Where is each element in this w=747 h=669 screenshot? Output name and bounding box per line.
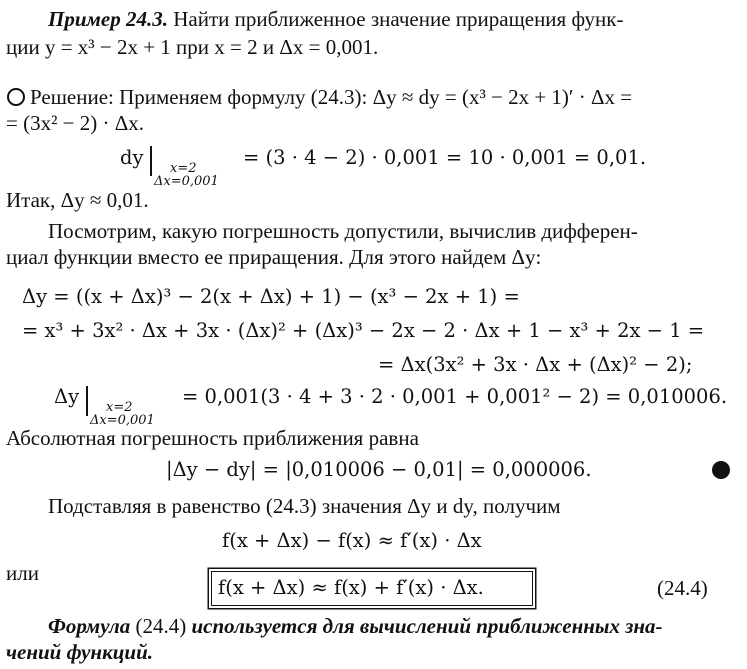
- dy-symbol: dy: [120, 146, 144, 169]
- evaluation-bar: [150, 146, 152, 176]
- solution-line-1: Решение: Применяем формулу (24.3): Δy ≈ dy = (x³ − 2x + 1)′ · Δx =: [30, 85, 633, 109]
- closing-line-2: чений функций.: [6, 640, 154, 664]
- substitution-intro: Подставляя в равенство (24.3) значения Δy и dy, получим: [48, 494, 561, 518]
- dy-evaluation: = (3 · 4 − 2) · 0,001 = 10 · 0,001 = 0,01.: [243, 146, 647, 169]
- delta-y-symbol: Δy: [54, 385, 80, 408]
- increment-formula: f(x + Δx) − f(x) ≈ f′(x) · Δx: [222, 529, 482, 552]
- dy-subscript-x: x=2: [170, 161, 197, 176]
- example-line-2: ции y = x³ − 2x + 1 при x = 2 и Δx = 0,001.: [6, 35, 379, 59]
- equation-number: (24.4): [657, 576, 708, 600]
- closing-line-1: [48, 613, 663, 639]
- paragraph-line-2: циал функции вместо ее приращения. Для этого найдем Δy:: [6, 245, 542, 269]
- evaluation-bar-2: [86, 386, 88, 416]
- delta-y-subscript-x: x=2: [106, 400, 133, 415]
- solution-start-circle-icon: [7, 88, 25, 106]
- example-label: Пример 24.3.: [48, 7, 168, 31]
- or-word: или: [6, 561, 39, 585]
- derivation-line-3: = Δx(3x² + 3x · Δx + (Δx)² − 2);: [378, 353, 693, 376]
- solution-conclusion: Итак, Δy ≈ 0,01.: [6, 188, 149, 212]
- closing-formula-number: (24.4): [135, 614, 187, 638]
- solution-line-2: = (3x² − 2) · Δx.: [6, 111, 144, 135]
- solution-end-dot-icon: [712, 461, 730, 479]
- example-line-1: [48, 6, 623, 32]
- derivation-line-1: Δy = ((x + Δx)³ − 2(x + Δx) + 1) − (x³ − 2x + 1) =: [22, 285, 520, 308]
- closing-formula-word: Формула: [48, 614, 131, 638]
- example-text: Найти приближенное значение приращения функ-: [173, 7, 624, 31]
- derivation-line-2: = x³ + 3x² · Δx + 3x · (Δx)² + (Δx)³ − 2x − 2 · Δx + 1 − x³ + 2x − 1 =: [22, 319, 705, 342]
- delta-y-subscript-dx: Δx=0,001: [90, 413, 155, 428]
- error-formula: |Δy − dy| = |0,010006 − 0,01| = 0,000006.: [166, 458, 592, 481]
- closing-text: используется для вычислений приближенных зна-: [191, 614, 663, 638]
- paragraph-line-1: Посмотрим, какую погрешность допустили, вычислив дифферен-: [48, 219, 638, 243]
- delta-y-evaluation: = 0,001(3 · 4 + 3 · 2 · 0,001 + 0,001² − 2) = 0,010006.: [182, 385, 728, 408]
- dy-subscript-dx: Δx=0,001: [154, 174, 219, 189]
- boxed-formula: f(x + Δx) ≈ f(x) + f′(x) · Δx.: [218, 576, 484, 599]
- error-intro: Абсолютная погрешность приближения равна: [6, 426, 419, 450]
